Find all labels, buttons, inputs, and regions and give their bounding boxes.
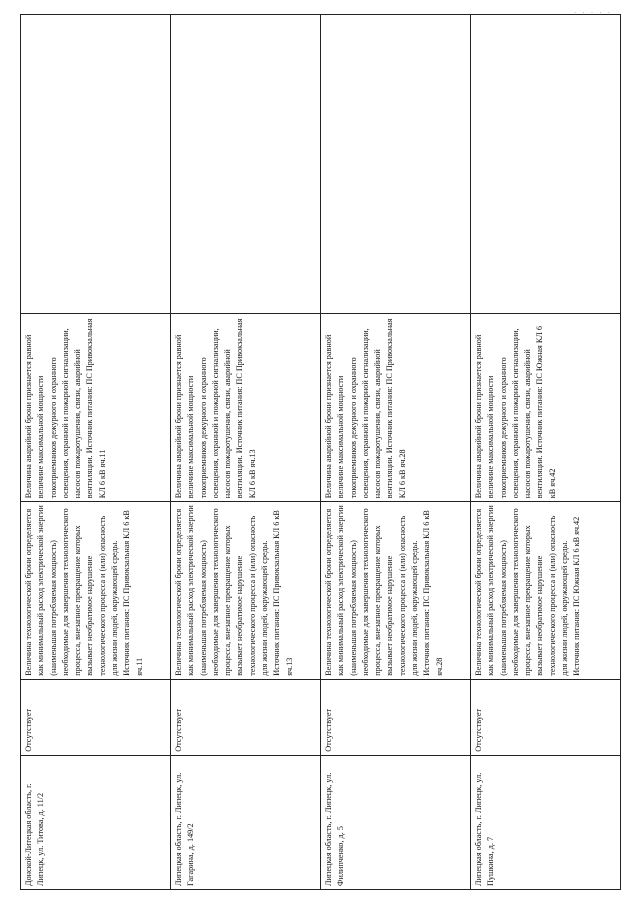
blank-cell [471, 15, 621, 314]
emergency-reserve-cell: Величина аварийной брони признается равной величине максимальной мощности токоприемников дежурного и охранного освещения, охранной и пожарной сигнализации, насосов пожаротушения, связи, аварийной вентиляции. Источник питания: ПС Южная КЛ 6 кВ яч.42 [471, 314, 621, 502]
emergency-reserve-cell: Величина аварийной брони признается равной величине максимальной мощности токоприемников дежурного и охранного освещения, охранной и пожарной сигнализации, насосов пожаротушения, связи, аварийной вентиляции. Источник питания: ПС Привокзальная КЛ 6 кВ яч.11 [21, 314, 171, 502]
table-row [171, 15, 321, 890]
address-cell: Липецкая область, г. Липецк, ул. Гагарина, д. 149/2 [171, 755, 321, 889]
scan-artifact-dots: · · · · · [574, 9, 613, 17]
tech-reserve-cell: Величина технологической брони определяется как минимальный расход электрической энергии (наименьшая потребляемая мощность) необходимые для завершения технологического процесса, внезапное прекращение которых вызывает необратимое нарушение технологического процесса и (или) опасность для жизни людей, окружающей среды. Источник питания: ПС Южная КЛ 6 кВ яч.42 [471, 502, 621, 680]
status-cell: Отсутствует [171, 679, 321, 755]
tech-reserve-cell: Величина технологической брони определяется как минимальный расход электрической энергии (наименьшая потребляемая мощность) необходимые для завершения технологического процесса, внезапное прекращение которых вызывает необратимое нарушение технологического процесса и (или) опасность для жизни людей, окружающей среды. Источник питания: ПС Привокзальная КЛ 6 кВ яч.13 [171, 502, 321, 680]
table-row [21, 15, 171, 890]
address-cell: Донской-Литецкая область, г. Липецк, ул. Титова, д. 11/2 [21, 755, 171, 889]
tech-reserve-cell: Величина технологической брони определяется как минимальный расход электрической энергии (наименьшая потребляемая мощность) необходимые для завершения технологического процесса, внезапное прекращение которых вызывает необратимое нарушение технологического процесса и (или) опасность для жизни людей, окружающей среды. Источник питания: ПС Привокзальная КЛ 6 кВ яч.11 [21, 502, 171, 680]
emergency-reserve-cell: Величина аварийной брони признается равной величине максимальной мощности токоприемников дежурного и охранного освещения, охранной и пожарной сигнализации, насосов пожаротушения, связи, аварийной вентиляции. Источник питания: ПС Привокзальная КЛ 6 кВ яч.13 [171, 314, 321, 502]
status-cell: Отсутствует [21, 679, 171, 755]
blank-cell [21, 15, 171, 314]
blank-cell [171, 15, 321, 314]
emergency-reserve-cell: Величина аварийной брони признается равной величине максимальной мощности токоприемников дежурного и охранного освещения, охранной и пожарной сигнализации, насосов пожаротушения, связи, аварийной вентиляции. Источник питания: ПС Привокзальная КЛ 6 кВ яч.28 [321, 314, 471, 502]
blank-cell [321, 15, 471, 314]
address-cell: Липецкая область, г. Липецк, ул. Филипченко, д. 5 [321, 755, 471, 889]
status-cell: Отсутствует [321, 679, 471, 755]
reserve-table [20, 14, 621, 890]
address-cell: Липецкая область, г. Липецк, ул. Пушкина, д. 7 [471, 755, 621, 889]
tech-reserve-cell: Величина технологической брони определяется как минимальный расход электрической энергии (наименьшая потребляемая мощность) необходимые для завершения технологического процесса, внезапное прекращение которых вызывает необратимое нарушение технологического процесса и (или) опасность для жизни людей, окружающей среды. Источник питания: ПС Привокзальная КЛ 6 кВ яч.28 [321, 502, 471, 680]
table-row [471, 15, 621, 890]
status-cell: Отсутствует [471, 679, 621, 755]
table-row [321, 15, 471, 890]
